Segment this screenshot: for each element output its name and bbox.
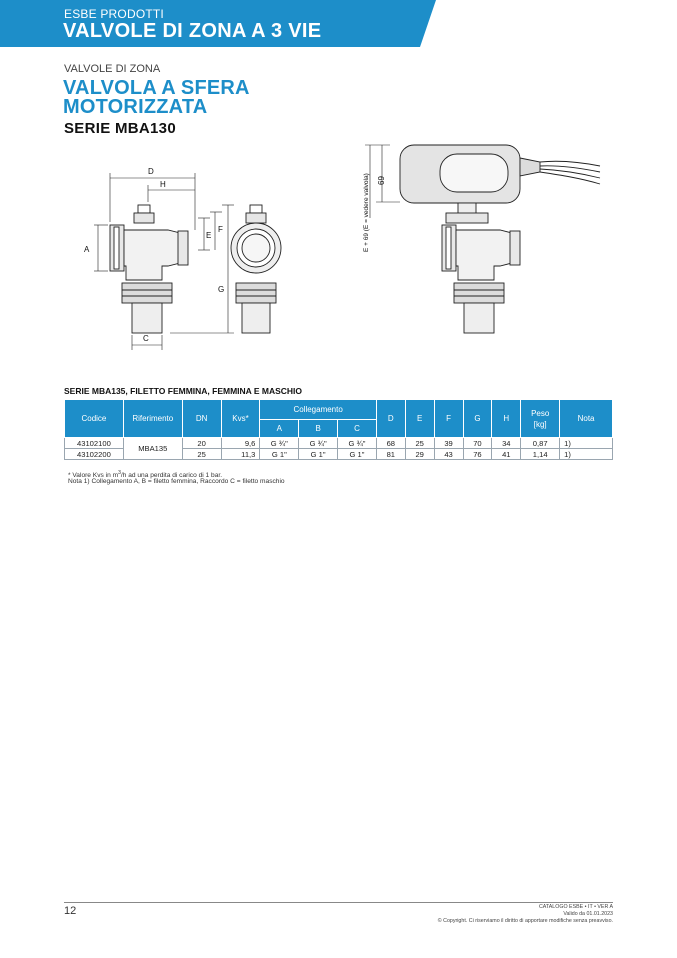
dim-label-g: G [218, 285, 225, 294]
header-category: ESBE PRODOTTI [64, 7, 164, 21]
dim-label-69: 69 [377, 176, 386, 185]
cell-c: G ¾" [338, 438, 377, 449]
th-b: B [299, 420, 338, 438]
front-view-valve [110, 205, 188, 333]
th-d: D [376, 400, 405, 438]
th-a: A [260, 420, 299, 438]
cell-d: 68 [376, 438, 405, 449]
cell-peso: 0,87 [521, 438, 560, 449]
cell-g: 76 [463, 449, 492, 460]
cell-d: 81 [376, 449, 405, 460]
cell-a: G ¾" [260, 438, 299, 449]
cell-h: 34 [492, 438, 521, 449]
cell-peso: 1,14 [521, 449, 560, 460]
header-band [0, 0, 677, 47]
dim-label-a: A [84, 245, 90, 254]
motorized-view [365, 145, 600, 333]
kvs-note-pre: * Valore Kvs in m [68, 472, 119, 480]
cell-e: 25 [405, 438, 434, 449]
table-row [65, 438, 613, 449]
cell-dn: 25 [182, 449, 221, 460]
cell-codice: 43102100 [65, 438, 124, 449]
th-e: E [405, 400, 434, 438]
cell-codice: 43102200 [65, 449, 124, 460]
dim-label-d: D [148, 167, 154, 176]
cell-a: G 1" [260, 449, 299, 460]
dim-caption-e69: E + 69 (E = vedere valvola) [363, 173, 370, 252]
cell-nota: 1) [560, 438, 613, 449]
kvs-note-sup: 3 [118, 470, 121, 476]
dim-label-c: C [143, 334, 149, 343]
footer-valid: Valido da 01.01.2023 [563, 911, 613, 917]
th-g: G [463, 400, 492, 438]
th-peso-line1: Peso [531, 408, 550, 418]
side-view-valve [231, 205, 281, 333]
cell-riferimento: MBA135 [123, 438, 182, 460]
dim-label-f: F [218, 225, 223, 234]
th-kvs: Kvs* [221, 400, 260, 438]
th-peso-line2: [kg] [533, 419, 547, 429]
footer-copyright: © Copyright. Ci riserviamo il diritto di apportare modifiche senza preavviso. [437, 918, 613, 924]
cell-nota: 1) [560, 449, 613, 460]
spec-table [64, 399, 613, 460]
th-f: F [434, 400, 463, 438]
cell-g: 70 [463, 438, 492, 449]
th-collegamento: Collegamento [260, 400, 376, 420]
connection-note: Nota 1) Collegamento A, B = filetto femmina, Raccordo C = filetto maschio [68, 478, 285, 485]
cell-f: 39 [434, 438, 463, 449]
technical-drawing [70, 140, 630, 355]
table-title: SERIE MBA135, FILETTO FEMMINA, FEMMINA E MASCHIO [64, 386, 303, 396]
th-riferimento: Riferimento [123, 400, 182, 438]
header-title: VALVOLE DI ZONA A 3 VIE [63, 20, 322, 42]
cell-kvs: 9,6 [221, 438, 260, 449]
section-label: VALVOLE DI ZONA [64, 63, 161, 75]
series-title: SERIE MBA130 [64, 120, 176, 137]
cell-dn: 20 [182, 438, 221, 449]
cell-e: 29 [405, 449, 434, 460]
cell-kvs: 11,3 [221, 449, 260, 460]
th-nota: Nota [560, 400, 613, 438]
cell-f: 43 [434, 449, 463, 460]
kvs-note-post: /h ad una perdita di carico di 1 bar. [120, 472, 223, 480]
page-number: 12 [64, 905, 77, 917]
cell-h: 41 [492, 449, 521, 460]
cell-b: G 1" [299, 449, 338, 460]
th-codice: Codice [65, 400, 124, 438]
th-dn: DN [182, 400, 221, 438]
product-title: VALVOLA A SFERA MOTORIZZATA [63, 77, 249, 118]
cell-b: G ¾" [299, 438, 338, 449]
dim-label-h: H [160, 180, 166, 189]
th-peso [521, 400, 560, 438]
dim-label-e: E [206, 231, 212, 240]
th-c: C [338, 420, 377, 438]
th-h: H [492, 400, 521, 438]
footer-divider [64, 902, 613, 903]
cell-c: G 1" [338, 449, 377, 460]
footer-catalog: CATALOGO ESBE • IT • VER A [538, 904, 613, 910]
